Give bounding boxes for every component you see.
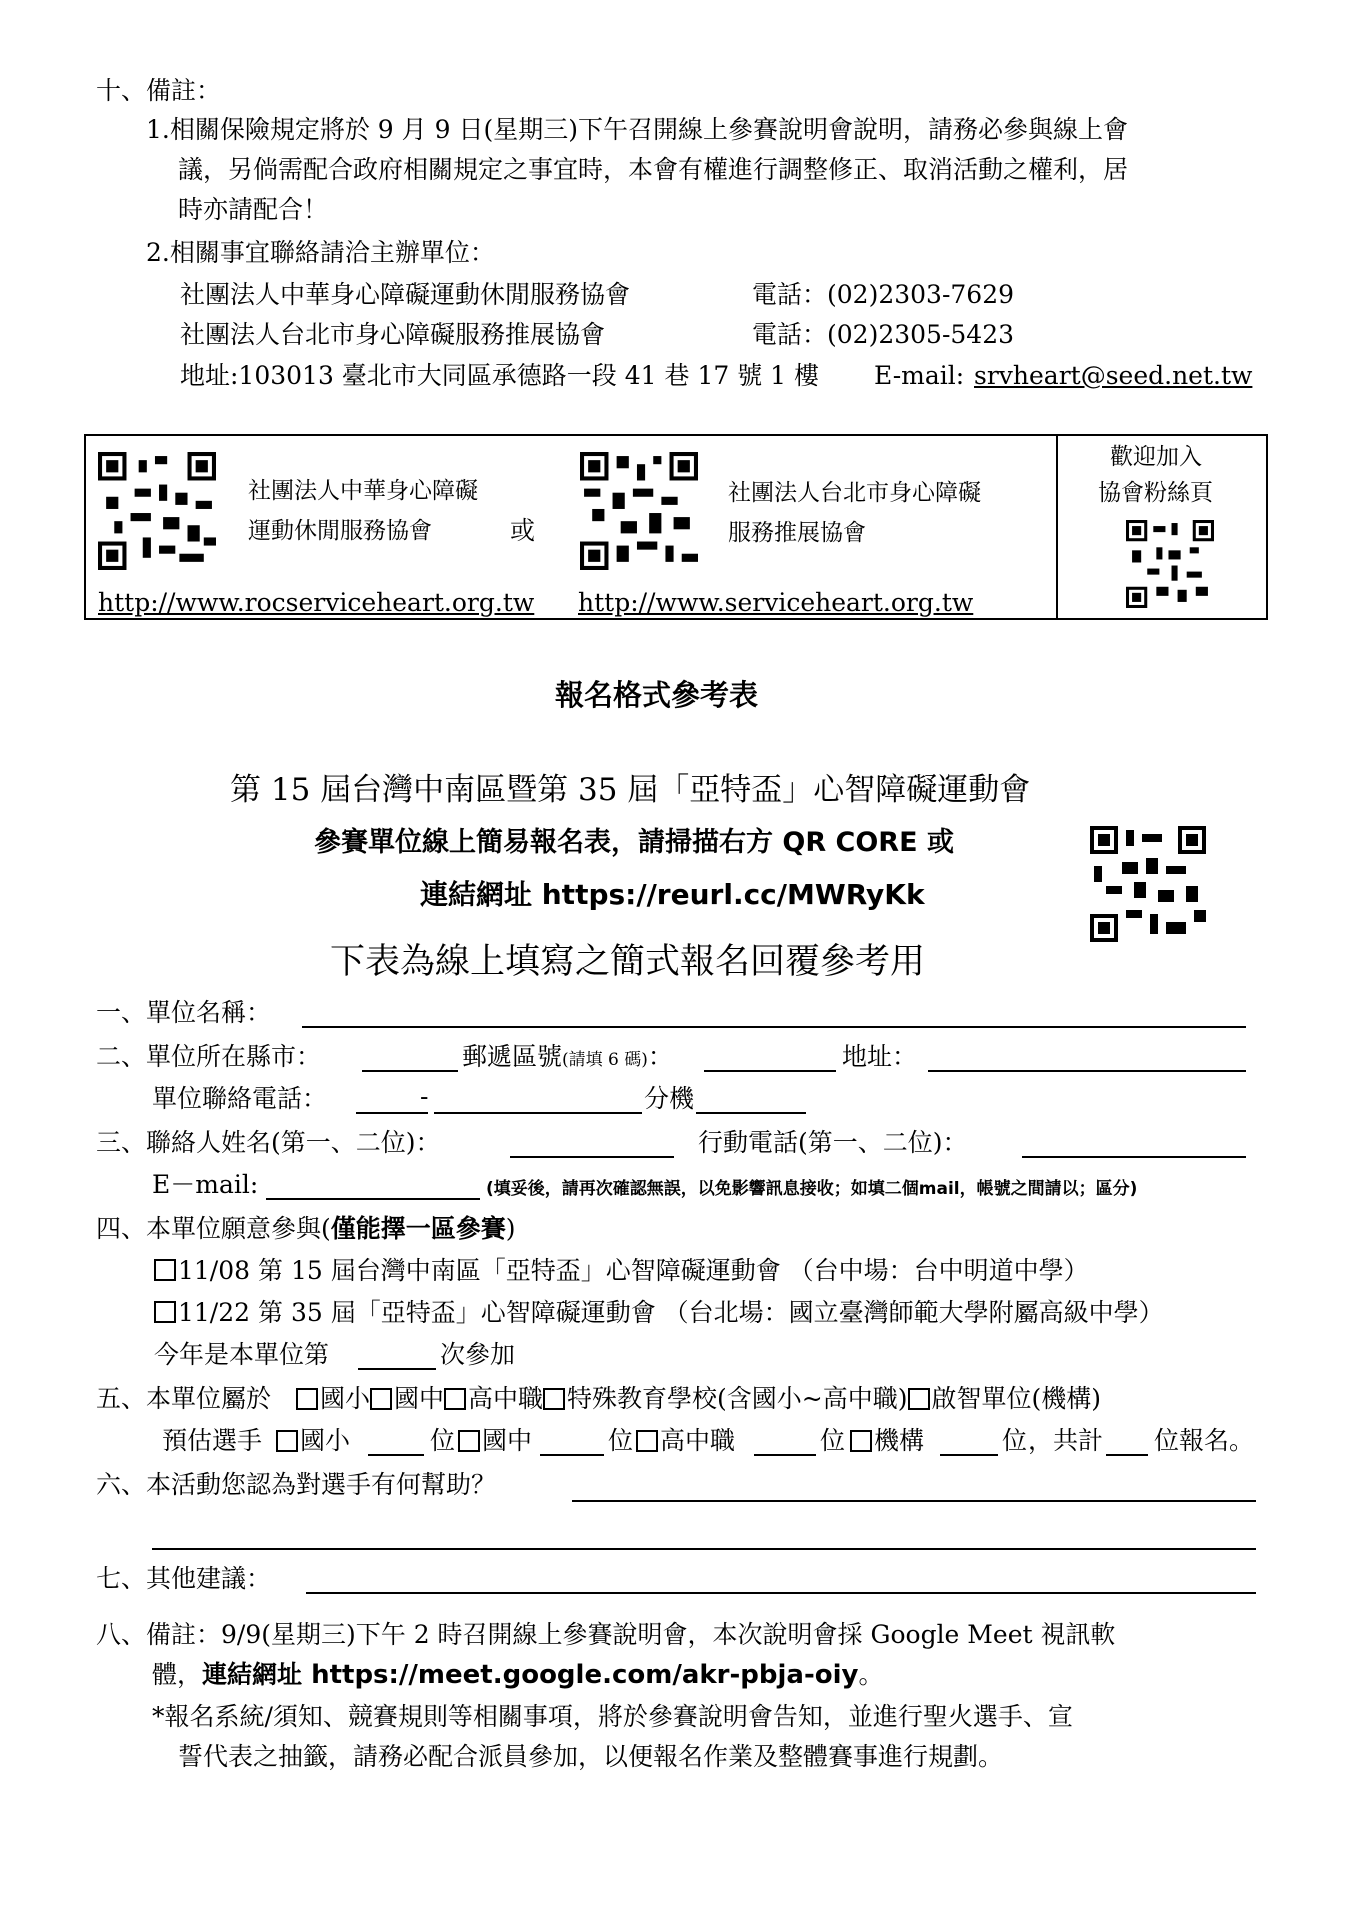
est-senior-label: 高中職 — [660, 1426, 736, 1455]
org1-phone: 電話：(02)2303-7629 — [752, 280, 1015, 309]
contact-name-field[interactable] — [510, 1156, 674, 1158]
help-field-line2[interactable] — [152, 1548, 1256, 1550]
remarks-item1-line2: 議，另倘需配合政府相關規定之事宜時，本會有權進行調整修正、取消活動之權利，居 — [178, 155, 1129, 184]
q2-address-label: 地址： — [842, 1042, 918, 1071]
est-senior-unit: 位 — [820, 1426, 846, 1455]
qr-org2-line1: 社團法人台北市身心障礙 — [728, 480, 981, 506]
unit-name-field[interactable] — [302, 1026, 1246, 1028]
mobile-field[interactable] — [1022, 1156, 1246, 1158]
help-field-line1[interactable] — [572, 1500, 1256, 1502]
phone-ext-field[interactable] — [696, 1112, 806, 1114]
senior-high-checkbox[interactable] — [444, 1388, 466, 1410]
est-junior-field[interactable] — [540, 1454, 604, 1456]
q3-contact-name-label: 三、聯絡人姓名(第一、二位)： — [96, 1128, 441, 1157]
q3-email-note: (填妥後，請再次確認無誤，以免影響訊息接收；如填二個mail，帳號之間請以；區分) — [486, 1179, 1138, 1199]
est-senior-field[interactable] — [754, 1454, 816, 1456]
contact-email-field[interactable] — [266, 1198, 480, 1200]
q4-option2-label: 11/22 第 35 屆「亞特盃」心智障礙運動會 （台北場：國立臺灣師範大學附屬高級中學） — [178, 1298, 1164, 1327]
q4-option1-label: 11/08 第 15 屆台灣中南區「亞特盃」心智障礙運動會 （台中場：台中明道中學） — [178, 1256, 1089, 1285]
q3-mobile-label: 行動電話(第一、二位)： — [698, 1128, 968, 1157]
qr-code-icon — [1126, 520, 1214, 608]
q2-zip-label: 郵遞區號(請填 6 碼)： — [462, 1042, 673, 1071]
est-junior-label: 國中 — [482, 1426, 533, 1455]
q1-unit-name-label: 一、單位名稱： — [96, 998, 272, 1027]
q2-phone-label: 單位聯絡電話： — [152, 1084, 328, 1113]
q8-note-line1: *報名系統/須知、競賽規則等相關事項，將於參賽說明會告知，並進行聖火選手、宣 — [152, 1702, 1073, 1731]
junior-high-checkbox[interactable] — [370, 1388, 392, 1410]
qr-code-icon — [580, 452, 698, 570]
online-signup-line2[interactable]: 連結網址 https://reurl.cc/MWRyKk — [420, 878, 925, 911]
q3-email-label: E－mail: — [152, 1170, 259, 1199]
email-label: E-mail: — [874, 361, 965, 390]
meet-link[interactable]: https://meet.google.com/akr-pbja-oiy — [302, 1660, 859, 1690]
phone-number-field[interactable] — [434, 1112, 642, 1114]
q2-county-label: 二、單位所在縣市： — [96, 1042, 322, 1071]
est-institution-checkbox[interactable] — [850, 1430, 872, 1452]
est-institution-field[interactable] — [940, 1454, 998, 1456]
event-title: 第 15 屆台灣中南區暨第 35 屆「亞特盃」心智障礙運動會 — [230, 772, 1031, 808]
est-junior-checkbox[interactable] — [458, 1430, 480, 1452]
suggestions-field[interactable] — [306, 1592, 1256, 1594]
q5-total-label: ，共計 — [1028, 1426, 1104, 1455]
org1-website-link[interactable]: http://www.rocserviceheart.org.tw — [98, 588, 535, 617]
est-elementary-field[interactable] — [368, 1454, 424, 1456]
org2-website-link[interactable]: http://www.serviceheart.org.tw — [578, 588, 974, 617]
remarks-item1-line3: 時亦請配合！ — [178, 195, 329, 224]
q5-total-suffix: 位報名。 — [1154, 1426, 1255, 1455]
est-institution-unit: 位 — [1002, 1426, 1028, 1455]
est-junior-unit: 位 — [608, 1426, 634, 1455]
remarks-item1-line1: 1.相關保險規定將於 9 月 9 日(星期三)下午召開線上參賽說明會說明，請務必參與線上會 — [146, 115, 1128, 144]
org2-phone: 電話：(02)2305-5423 — [752, 320, 1015, 349]
qr-code-icon — [98, 452, 216, 570]
q4-option1-checkbox[interactable] — [154, 1259, 176, 1281]
remarks-heading: 十、備註： — [96, 76, 222, 105]
est-institution-label: 機構 — [874, 1426, 925, 1455]
institution-checkbox[interactable] — [908, 1388, 930, 1410]
q5-estimate-label: 預估選手 — [162, 1426, 263, 1455]
q4-times-label: 今年是本單位第 — [154, 1340, 330, 1369]
q4-option2-checkbox[interactable] — [154, 1301, 176, 1323]
qr-code-icon — [1090, 826, 1206, 942]
q8-note-line2: 誓代表之抽籤，請務必配合派員參加，以便報名作業及整體賽事進行規劃。 — [178, 1742, 1004, 1771]
qr-panel-divider — [1056, 434, 1058, 620]
fan-page-line1: 歡迎加入 — [1110, 444, 1202, 470]
q4-times-suffix: 次參加 — [440, 1340, 516, 1369]
email-link[interactable]: srvheart@seed.net.tw — [974, 361, 1253, 390]
remarks-item2: 2.相關事宜聯絡請洽主辦單位： — [146, 238, 495, 267]
est-elementary-checkbox[interactable] — [276, 1430, 298, 1452]
qr-or: 或 — [510, 516, 536, 545]
address: 地址:103013 臺北市大同區承德路一段 41 巷 17 號 1 樓 — [180, 361, 820, 390]
q4-participation-label: 四、本單位願意參與(僅能擇一區參賽) — [96, 1214, 516, 1243]
q6-help-label: 六、本活動您認為對選手有何幫助？ — [96, 1470, 497, 1499]
org2-name: 社團法人台北市身心障礙服務推展協會 — [180, 320, 606, 349]
est-elementary-label: 國小 — [300, 1426, 351, 1455]
online-signup-line1: 參賽單位線上簡易報名表，請掃描右方 QR CORE 或 — [314, 827, 954, 858]
q8-remark-line2: 體，連結網址 https://meet.google.com/akr-pbja-oiy。 — [152, 1660, 884, 1690]
zip-field[interactable] — [704, 1070, 836, 1072]
phone-area-field[interactable] — [356, 1112, 428, 1114]
org1-name: 社團法人中華身心障礙運動休閒服務協會 — [180, 280, 631, 309]
address-field[interactable] — [928, 1070, 1246, 1072]
qr-org1-line2: 運動休閒服務協會 — [248, 518, 432, 544]
q8-remark-line1: 八、備註：9/9(星期三)下午 2 時召開線上參賽說明會，本次說明會採 Google Meet 視訊軟 — [96, 1620, 1116, 1649]
form-title: 報名格式參考表 — [555, 678, 759, 712]
times-field[interactable] — [358, 1368, 436, 1370]
q5-unit-type-label: 五、本單位屬於 — [96, 1384, 272, 1413]
q7-suggestions-label: 七、其他建議： — [96, 1564, 272, 1593]
county-field[interactable] — [362, 1070, 458, 1072]
special-school-checkbox[interactable] — [543, 1388, 565, 1410]
elementary-checkbox[interactable] — [296, 1388, 318, 1410]
q2-ext-label: 分機 — [644, 1084, 695, 1113]
qr-org2-line2: 服務推展協會 — [728, 520, 866, 546]
form-subtitle: 下表為線上填寫之簡式報名回覆參考用 — [330, 942, 926, 982]
est-elementary-unit: 位 — [430, 1426, 456, 1455]
est-senior-checkbox[interactable] — [636, 1430, 658, 1452]
fan-page-line2: 協會粉絲頁 — [1098, 480, 1213, 506]
est-total-field[interactable] — [1106, 1454, 1148, 1456]
q2-phone-dash: - — [420, 1082, 429, 1111]
qr-org1-line1: 社團法人中華身心障礙 — [248, 478, 478, 504]
q5-unit-type-options: 國小 國中 高中職 特殊教育學校(含國小~高中職) 啟智單位(機構) — [296, 1382, 1101, 1416]
